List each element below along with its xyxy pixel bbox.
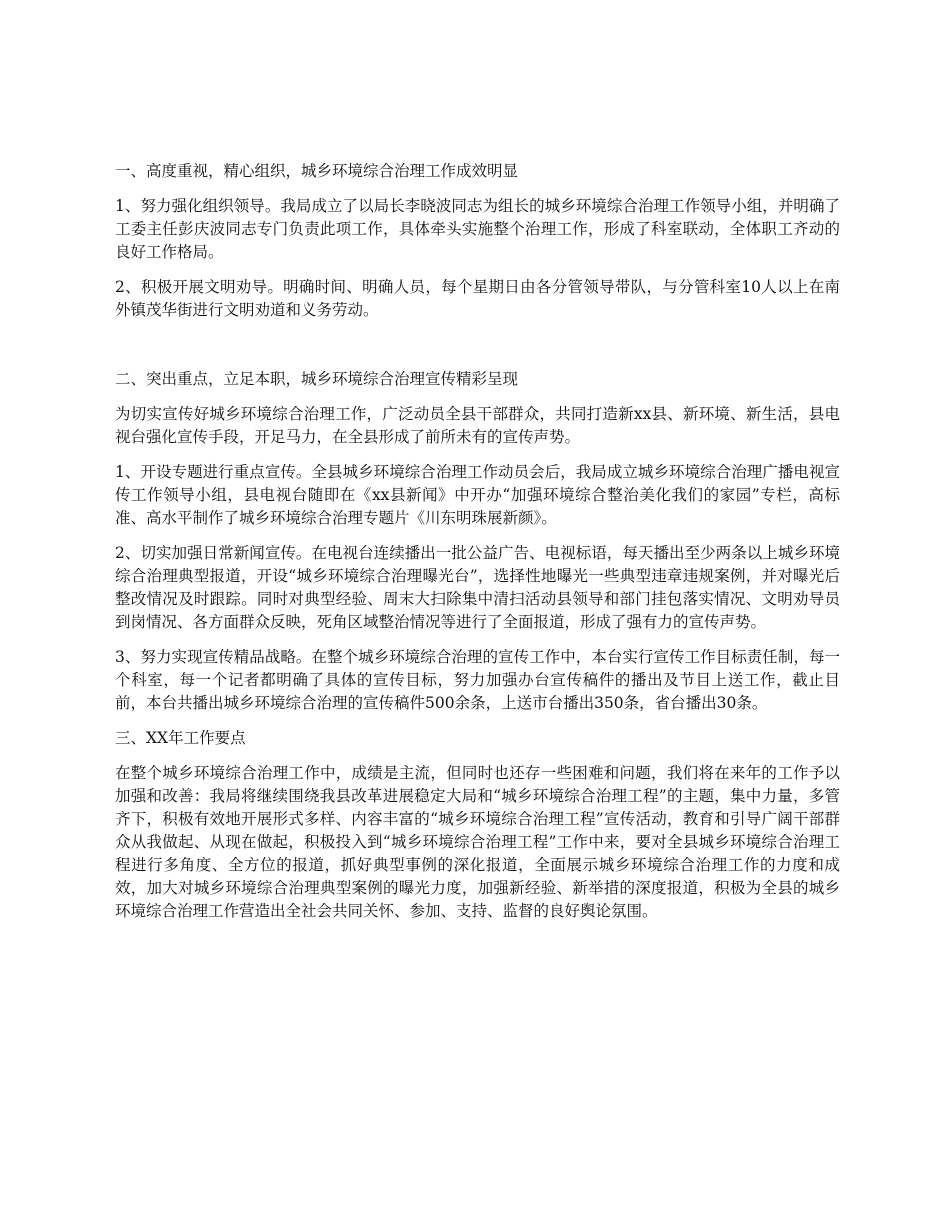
section-3-heading: 三、XX年工作要点 [115, 729, 246, 747]
document-page [115, 160, 840, 935]
section-2-paragraph-2: 2、切实加强日常新闻宣传。在电视台连续播出一批公益广告、电视标语，每天播出至少两条以上城乡环境综合治理典型报道，开设“城乡环境综合治理曝光台”，选择性地曝光一些典型违章违规案例，并对曝光后整改情况及时跟踪。同时对典型经验、周末大扫除集中清扫活动县领导和部门挂包落实情况、文明劝导员到岗情况、各方面群众反映，死角区域整治情况等进行了全面报道，形成了强有力的宣传声势。 [115, 544, 840, 631]
section-2-paragraph-1: 1、开设专题进行重点宣传。全县城乡环境综合治理工作动员会后，我局成立城乡环境综合治理广播电视宣传工作领导小组，县电视台随即在《xx县新闻》中开办“加强环境综合整治美化我们的家园”专栏，高标准、高水平制作了城乡环境综合治理专题片《川东明珠展新颜》。 [115, 463, 840, 527]
section-2-heading: 二、突出重点，立足本职，城乡环境综合治理宣传精彩呈现 [115, 370, 519, 388]
section-gap [115, 334, 840, 368]
section-2-paragraph-3: 3、努力实现宣传精品战略。在整个城乡环境综合治理的宣传工作中，本台实行宣传工作目标责任制，每一个科室，每一个记者都明确了具体的宣传目标，努力加强办台宣传稿件的播出及节目上送工作，截止目前，本台共播出城乡环境综合治理的宣传稿件500余条，上送市台播出350条，省台播出30条。 [115, 648, 840, 712]
section-1-heading: 一、高度重视，精心组织，城乡环境综合治理工作成效明显 [115, 162, 519, 180]
section-2-intro: 为切实宣传好城乡环境综合治理工作，广泛动员全县干部群众，共同打造新xx县、新环境、新生活，县电视台强化宣传手段，开足马力，在全县形成了前所未有的宣传声势。 [115, 405, 840, 446]
section-1-paragraph-2: 2、积极开展文明劝导。明确时间、明确人员，每个星期日由各分管领导带队，与分管科室10人以上在南外镇茂华街进行文明劝道和义务劳动。 [115, 278, 840, 319]
section-3-paragraph-1: 在整个城乡环境综合治理工作中，成绩是主流，但同时也还存一些困难和问题，我们将在来年的工作予以加强和改善：我局将继续围绕我县改革进展稳定大局和“城乡环境综合治理工程”的主题，集中力量，多管齐下，积极有效地开展形式多样、内容丰富的“城乡环境综合治理工程”宣传活动，教育和引导广阔干部群众从我做起、从现在做起，积极投入到“城乡环境综合治理工程”工作中来，要对全县城乡环境综合治理工程进行多角度、全方位的报道，抓好典型事例的深化报道，全面展示城乡环境综合治理工作的力度和成效，加大对城乡环境综合治理典型案例的曝光力度，加强新经验、新举措的深度报道，积极为全县的城乡环境综合治理工作营造出全社会共同关怀、参加、支持、监督的良好舆论氛围。 [115, 764, 840, 920]
section-1-paragraph-1: 1、努力强化组织领导。我局成立了以局长李晓波同志为组长的城乡环境综合治理工作领导小组，并明确了工委主任彭庆波同志专门负责此项工作，具体牵头实施整个治理工作，形成了科室联动，全体职工齐动的良好工作格局。 [115, 197, 840, 261]
